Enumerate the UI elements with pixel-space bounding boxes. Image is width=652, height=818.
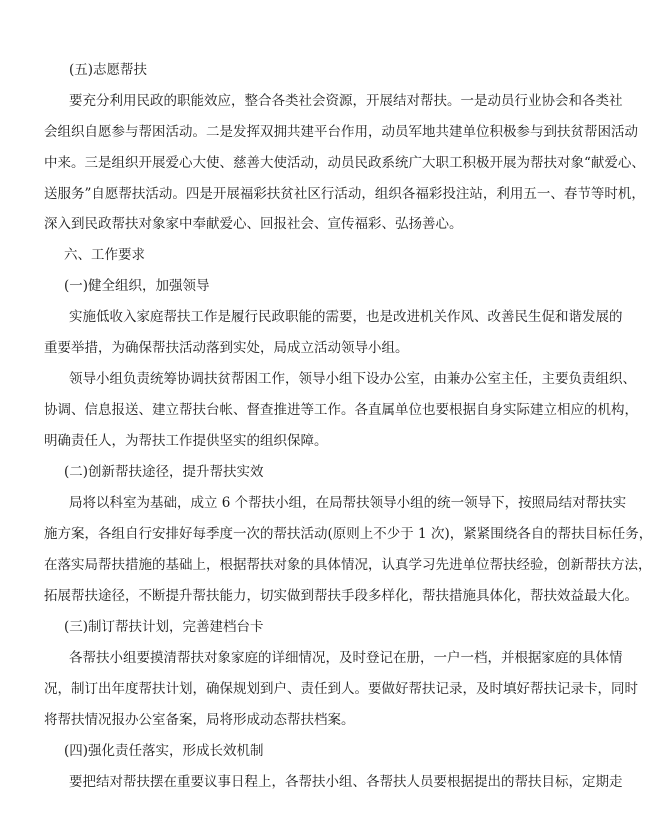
paragraph-line: 要充分利用民政的职能效应，整合各类社会资源，开展结对帮扶。一是动员行业协会和各类社	[69, 93, 623, 109]
paragraph-line: 深入到民政帮扶对象家中奉献爱心、回报社会、宣传福彩、弘扬善心。	[44, 216, 463, 232]
paragraph-line: 领导小组负责统筹协调扶贫帮困工作，领导小组下设办公室，由兼办公室主任，主要负责组织、	[69, 371, 636, 387]
paragraph-line: 重要举措，为确保帮扶活动落到实处，局成立活动领导小组。	[44, 340, 409, 356]
paragraph-line: 况，制订出年度帮扶计划，确保规划到户、责任到人。要做好帮扶记录，及时填好帮扶记录卡，同时	[44, 681, 638, 697]
paragraph-line: 各帮扶小组要摸清帮扶对象家庭的详细情况，及时登记在册，一户一档，并根据家庭的具体情	[69, 650, 623, 666]
paragraph-line: 施方案，各组自行安排好每季度一次的帮扶活动(原则上不少于 1 次)，紧紧围绕各自的帮扶目标任务，	[44, 526, 652, 542]
subsection-heading-organization: (一)健全组织，加强领导	[64, 278, 210, 294]
paragraph-line: 将帮扶情况报办公室备案，局将形成动态帮扶档案。	[44, 712, 355, 728]
paragraph-line: 送服务”自愿帮扶活动。四是开展福彩扶贫社区行活动，组织各福彩投注站，利用五一、春节等时机，	[44, 186, 645, 202]
paragraph-line: 协调、信息报送、建立帮扶台帐、督查推进等工作。各直属单位也要根据自身实际建立相应的机构，	[44, 402, 638, 418]
paragraph-line: 局将以科室为基础，成立 6 个帮扶小组，在局帮扶领导小组的统一领导下，按照局结对帮扶实	[69, 495, 627, 511]
paragraph-line: 会组织自愿参与帮困活动。二是发挥双拥共建平台作用，动员军地共建单位积极参与到扶贫帮困活动	[44, 124, 638, 140]
paragraph-line: 中来。三是组织开展爱心大使、慈善大使活动，动员民政系统广大职工积极开展为帮扶对象“献爱心、	[44, 155, 645, 171]
paragraph-line: 要把结对帮扶摆在重要议事日程上，各帮扶小组、各帮扶人员要根据提出的帮扶目标，定期走	[69, 774, 623, 790]
subsection-heading-innovation: (二)创新帮扶途径，提升帮扶实效	[64, 464, 264, 480]
paragraph-line: 在落实局帮扶措施的基础上，根据帮扶对象的具体情况，认真学习先进单位帮扶经验，创新帮扶方法，	[44, 557, 652, 573]
paragraph-line: 实施低收入家庭帮扶工作是履行民政职能的需要，也是改进机关作风、改善民生促和谐发展的	[69, 309, 623, 325]
section-heading-volunteer-assistance: (五)志愿帮扶	[69, 62, 148, 78]
subsection-heading-responsibility: (四)强化责任落实，形成长效机制	[64, 743, 264, 759]
paragraph-line: 明确责任人，为帮扶工作提供坚实的组织保障。	[44, 433, 328, 449]
subsection-heading-plan: (三)制订帮扶计划，完善建档台卡	[64, 619, 264, 635]
paragraph-line: 拓展帮扶途径，不断提升帮扶能力，切实做到帮扶手段多样化，帮扶措施具体化，帮扶效益最大化。	[44, 588, 638, 604]
section-heading-work-requirements: 六、工作要求	[64, 247, 145, 263]
